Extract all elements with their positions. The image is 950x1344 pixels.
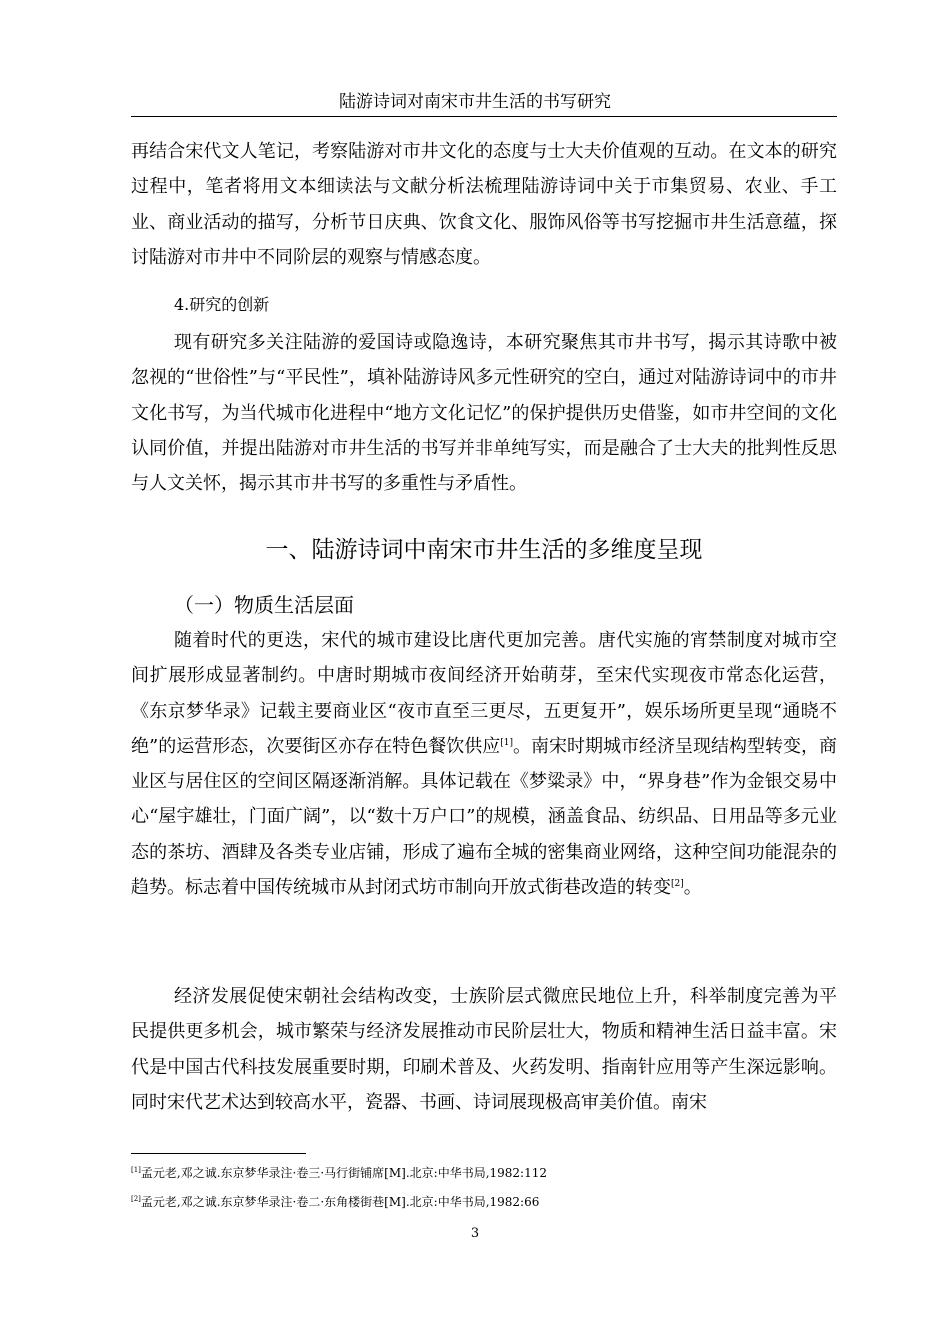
paragraph-innovation: 现有研究多关注陆游的爱国诗或隐逸诗，本研究聚焦其市井书写，揭示其诗歌中被忽视的“世俗性”与“平民性”，填补陆游诗风多元性研究的空白，通过对陆游诗词中的市井文化书写，为当代城市化进程中“地方文化记忆”的保护提供历史借鉴，如市井空间的文化认同价值，并提出陆游对市井生活的书写并非单纯写实，而是融合了士大夫的批判性反思与人文关怀，揭示其市井书写的多重性与矛盾性。 (131, 332, 837, 495)
paragraph-methodology: 再结合宋代文人笔记，考察陆游对市井文化的态度与士大夫价值观的互动。在文本的研究过程中，笔者将用文本细读法与文献分析法梳理陆游诗词中关于市集贸易、农业、手工业、商业活动的描写，分析节日庆典、饮食文化、服饰风俗等书写挖掘市井生活意蕴，探讨陆游对市井中不同阶层的观察与情感态度。 (131, 141, 837, 268)
footnote-ref-2[interactable]: [2] (671, 879, 684, 890)
running-header-title: 陆游诗词对南宋市井生活的书写研究 (339, 92, 611, 112)
paragraph-text: 随着时代的更迭，宋代的城市建设比唐代更加完善。唐代实施的宵禁制度对城市空间扩展形成显著制约。中唐时期城市夜间经济开始萌芽，至宋代实现夜市常态化运营，《东京梦华录》记载主要商业区“夜市直至三更尽，五更复开”，娱乐场所更呈现“通晓不绝”的运营形态，次要街区亦存在特色餐饮供应 (131, 630, 837, 757)
footnote-text: 孟元老,邓之诚.东京梦华录注·卷三·马行街铺席[M].北京:中华书局,1982:112 (140, 1166, 547, 1180)
subsection-heading: （一）物质生活层面 (174, 593, 354, 617)
paragraph-social-structure: 经济发展促使宋朝社会结构改变，士族阶层式微庶民地位上升，科举制度完善为平民提供更多机会，城市繁荣与经济发展推动市民阶层壮大，物质和精神生活日益丰富。宋代是中国古代科技发展重要时期，印刷术普及、火药发明、指南针应用等产生深远影响。同时宋代艺术达到较高水平，瓷器、书画、诗词展现极高审美价值。南宋 (131, 986, 837, 1113)
footnote-1 (131, 1163, 547, 1183)
innovation-label: 4.研究的创新 (174, 295, 270, 314)
footnote-2 (131, 1192, 539, 1212)
section-heading: 一、陆游诗词中南宋市井生活的多维度呈现 (265, 537, 703, 563)
paragraph-text: 。南宋时期城市经济呈现结构型转变，商业区与居住区的空间区隔逐渐消解。具体记载在《梦粱录》中，“界身巷”作为金银交易中心“屋宇雄壮，门面广阔”，以“数十万户口”的规模，涵盖食品、纺织品、日用品等多元业态的茶坊、酒肆及各类专业店铺，形成了遍布全城的密集商业网络，这种空间功能混杂的趋势。标志着中国传统城市从封闭式坊市制向开放式街巷改造的转变 (131, 735, 838, 899)
footnote-mark: [2] (131, 1195, 141, 1203)
footnote-rule (131, 1153, 306, 1154)
footnote-ref-1[interactable]: [1] (500, 737, 513, 748)
footnote-text: 孟元老,邓之诚.东京梦华录注·卷二·东角楼街巷[M].北京:中华书局,1982:66 (140, 1195, 540, 1209)
paragraph-material-life (131, 623, 837, 905)
header-rule (131, 116, 837, 117)
paragraph-text: 。 (683, 877, 702, 899)
page-number: 3 (470, 1226, 480, 1241)
footnote-mark: [1] (131, 1166, 141, 1174)
